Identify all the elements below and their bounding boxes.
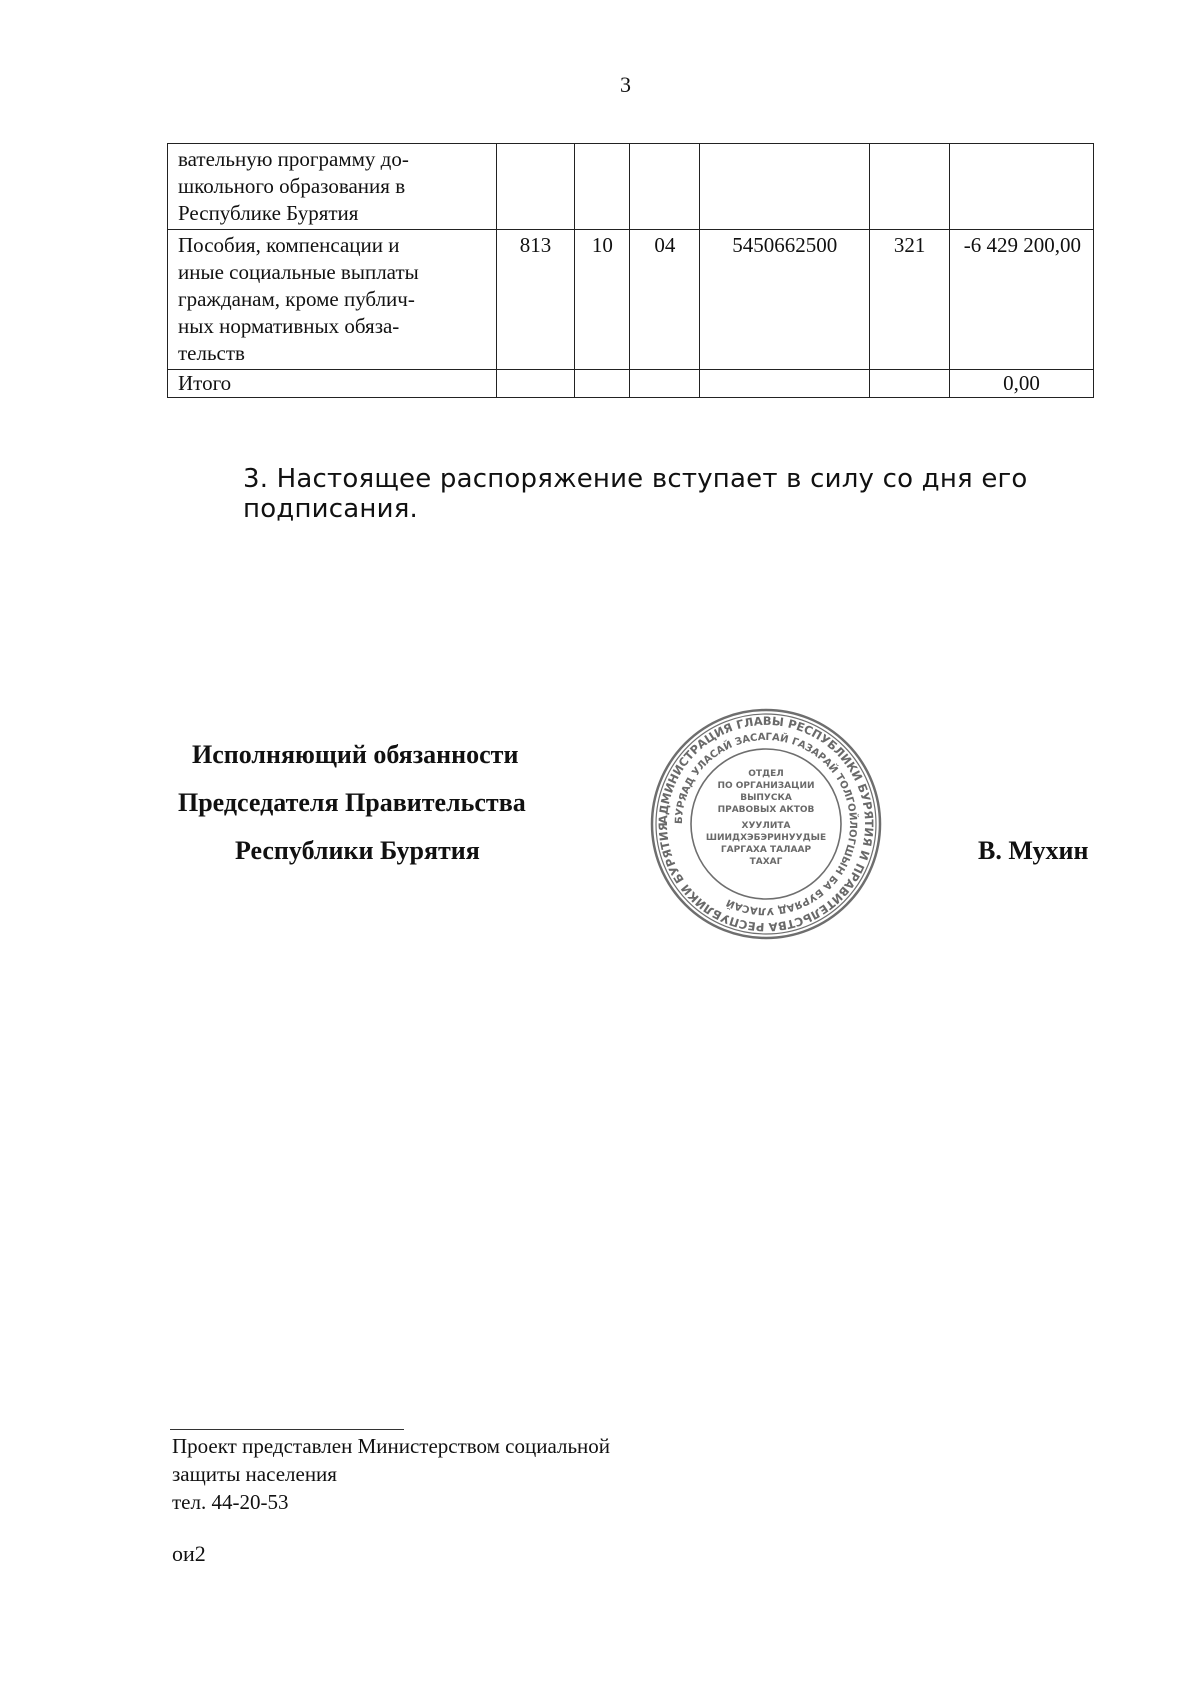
cell-target-article bbox=[700, 144, 870, 230]
footer-note bbox=[172, 1432, 610, 1516]
svg-text:ТАХАГ: ТАХАГ bbox=[749, 857, 783, 867]
signer-title-line: Исполняющий обязанности bbox=[192, 740, 519, 769]
cell-amount: -6 429 200,00 bbox=[950, 230, 1094, 370]
official-seal-stamp bbox=[648, 706, 884, 942]
signer-name: В. Мухин bbox=[978, 836, 1089, 865]
svg-text:ШИИДХЭБЭРИНУУДЫЕ: ШИИДХЭБЭРИНУУДЫЕ bbox=[705, 833, 827, 843]
table-row bbox=[168, 230, 1094, 370]
cell-subsection bbox=[630, 144, 700, 230]
row-description: Пособия, компенсации и иные социальные выплаты гражданам, кроме публич- ных нормативных обяза- тельств bbox=[168, 230, 497, 370]
footer-line: Проект представлен Министерством социальной bbox=[172, 1434, 611, 1458]
svg-text:ВЫПУСКА: ВЫПУСКА bbox=[740, 793, 792, 803]
footer-line: защиты населения bbox=[172, 1462, 337, 1486]
svg-text:ХУУЛИТА: ХУУЛИТА bbox=[741, 821, 791, 831]
table-total-row bbox=[168, 370, 1094, 398]
cell-amount bbox=[950, 144, 1094, 230]
cell-expense-type: 321 bbox=[870, 230, 950, 370]
seal-outer-text: АДМИНИСТРАЦИЯ ГЛАВЫ РЕСПУБЛИКИ БУРЯТИЯ И ПРАВИТЕЛЬСТВА РЕСПУБЛИКИ БУРЯТИЯ bbox=[655, 713, 877, 935]
page-number: 3 bbox=[620, 72, 631, 97]
cell-section bbox=[575, 144, 630, 230]
cell-expense-type bbox=[870, 144, 950, 230]
svg-text:ОТДЕЛ: ОТДЕЛ bbox=[748, 769, 784, 779]
seal-center-text bbox=[706, 769, 826, 867]
cell-subsection: 04 bbox=[630, 230, 700, 370]
cell-ministry-code: 813 bbox=[496, 230, 575, 370]
clause-paragraph: 3. Настоящее распоряжение вступает в силу со дня его подписания. bbox=[243, 464, 1028, 524]
document-code: ои2 bbox=[172, 1541, 206, 1566]
svg-text:ПРАВОВЫХ АКТОВ: ПРАВОВЫХ АКТОВ bbox=[717, 805, 815, 815]
svg-text:ПО ОРГАНИЗАЦИИ: ПО ОРГАНИЗАЦИИ bbox=[717, 781, 815, 791]
row-description: вательную программу до- школьного образования в Республике Бурятия bbox=[168, 144, 497, 230]
cell-ministry-code bbox=[496, 144, 575, 230]
footer-divider bbox=[170, 1429, 404, 1430]
signer-title-line: Председателя Правительства bbox=[178, 788, 526, 817]
signer-title-line: Республики Бурятия bbox=[235, 836, 480, 865]
total-amount: 0,00 bbox=[950, 370, 1094, 398]
cell-target-article: 5450662500 bbox=[700, 230, 870, 370]
svg-text:ГАРГАХА ТАЛААР: ГАРГАХА ТАЛААР bbox=[720, 845, 812, 855]
footer-line: тел. 44-20-53 bbox=[172, 1490, 289, 1514]
table-row bbox=[168, 144, 1094, 230]
budget-table bbox=[167, 143, 1094, 398]
seal-inner-text: БУРЯАД УЛАСАЙ ЗАСАГАЙ ГАЗАРАЙ ТОЛГОЙЛОГШЫН БА БУРЯАД УЛАСАЙ bbox=[673, 731, 859, 917]
total-label: Итого bbox=[168, 370, 497, 398]
cell-section: 10 bbox=[575, 230, 630, 370]
